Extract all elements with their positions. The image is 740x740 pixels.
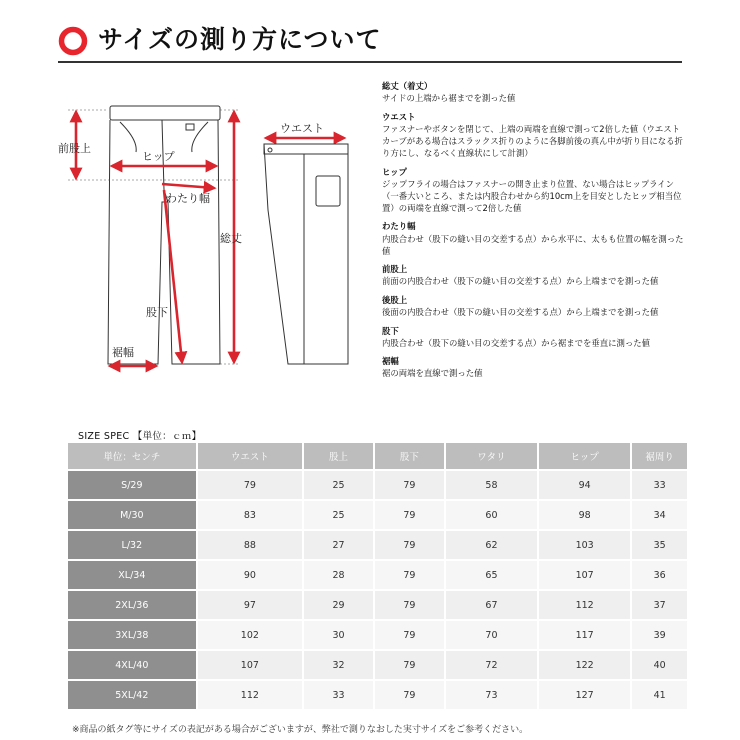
table-cell: 72 bbox=[446, 651, 537, 679]
definition-term: ヒップ bbox=[382, 166, 407, 177]
table-cell: 60 bbox=[446, 501, 537, 529]
table-cell: 41 bbox=[632, 681, 687, 709]
definition-term: 裾幅 bbox=[382, 356, 399, 367]
definition-item bbox=[382, 325, 687, 349]
table-cell: 33 bbox=[304, 681, 373, 709]
table-cell: 83 bbox=[198, 501, 302, 529]
definition-item bbox=[382, 166, 687, 214]
table-row bbox=[68, 501, 687, 529]
column-header-thigh: ワタリ bbox=[446, 443, 537, 469]
table-cell: 88 bbox=[198, 531, 302, 559]
column-header-hip: ヒップ bbox=[539, 443, 630, 469]
measurement-definitions bbox=[382, 80, 687, 386]
size-cell: S/29 bbox=[68, 471, 196, 499]
table-cell: 36 bbox=[632, 561, 687, 589]
pants-illustration bbox=[58, 80, 378, 390]
table-cell: 79 bbox=[375, 681, 444, 709]
definition-desc: 後面の内股合わせ（股下の縫い目の交差する点）から上端までを測った値 bbox=[382, 307, 659, 317]
table-cell: 30 bbox=[304, 621, 373, 649]
table-cell: 28 bbox=[304, 561, 373, 589]
table-cell: 65 bbox=[446, 561, 537, 589]
table-cell: 35 bbox=[632, 531, 687, 559]
table-cell: 67 bbox=[446, 591, 537, 619]
definition-item bbox=[382, 355, 687, 379]
front-rise-label: 前股上 bbox=[58, 142, 91, 155]
definition-item bbox=[382, 111, 687, 159]
side-pants-drawing bbox=[264, 144, 348, 364]
table-cell: 27 bbox=[304, 531, 373, 559]
table-cell: 127 bbox=[539, 681, 630, 709]
table-cell: 122 bbox=[539, 651, 630, 679]
definition-term: 後股上 bbox=[382, 294, 408, 305]
table-cell: 103 bbox=[539, 531, 630, 559]
table-cell: 117 bbox=[539, 621, 630, 649]
table-cell: 29 bbox=[304, 591, 373, 619]
definition-item bbox=[382, 263, 687, 287]
table-cell: 40 bbox=[632, 651, 687, 679]
thigh-label: わたり幅 bbox=[166, 192, 210, 205]
size-spec-table bbox=[66, 441, 689, 711]
size-cell: M/30 bbox=[68, 501, 196, 529]
table-row bbox=[68, 591, 687, 619]
size-cell: 4XL/40 bbox=[68, 651, 196, 679]
column-header-waist: ウエスト bbox=[198, 443, 302, 469]
total-length-label: 総丈 bbox=[220, 232, 242, 245]
front-pants-drawing bbox=[108, 106, 220, 364]
definition-desc: 内股合わせ（股下の縫い目の交差する点）から裾までを垂直に測った値 bbox=[382, 337, 650, 348]
inseam-arrow bbox=[164, 190, 182, 362]
page-header bbox=[58, 22, 698, 62]
table-row bbox=[68, 681, 687, 709]
table-row bbox=[68, 531, 687, 559]
table-cell: 98 bbox=[539, 501, 630, 529]
size-cell: 5XL/42 bbox=[68, 681, 196, 709]
definition-desc: ジップフライの場合はファスナーの開き止まり位置、ない場合はヒップライン（一番大いところ、または内股合わせから約10cm上を目安としたヒップ相当位置）の両端を直線で測って2倍した値 bbox=[382, 178, 682, 213]
table-cell: 112 bbox=[539, 591, 630, 619]
table-row bbox=[68, 621, 687, 649]
hip-label: ヒップ bbox=[142, 150, 175, 163]
table-cell: 79 bbox=[375, 471, 444, 499]
page-title: サイズの測り方について bbox=[98, 25, 382, 54]
definition-desc: 前面の内股合わせ（股下の縫い目の交差する点）から上端までを測った値 bbox=[382, 276, 659, 287]
table-cell: 79 bbox=[375, 561, 444, 589]
waist-label: ウエスト bbox=[280, 122, 324, 135]
size-cell: XL/34 bbox=[68, 561, 196, 589]
header-divider bbox=[58, 61, 682, 63]
red-circle-icon bbox=[58, 26, 88, 56]
size-cell: 2XL/36 bbox=[68, 591, 196, 619]
table-cell: 39 bbox=[632, 621, 687, 649]
thigh-arrow bbox=[162, 184, 214, 188]
table-cell: 25 bbox=[304, 471, 373, 499]
definition-term: 股下 bbox=[382, 325, 399, 336]
table-cell: 107 bbox=[198, 651, 302, 679]
inseam-label: 股下 bbox=[146, 306, 168, 319]
table-cell: 37 bbox=[632, 591, 687, 619]
table-cell: 97 bbox=[198, 591, 302, 619]
table-cell: 62 bbox=[446, 531, 537, 559]
table-cell: 79 bbox=[375, 531, 444, 559]
definition-item bbox=[382, 294, 687, 318]
table-cell: 34 bbox=[632, 501, 687, 529]
table-cell: 107 bbox=[539, 561, 630, 589]
table-cell: 79 bbox=[375, 651, 444, 679]
table-cell: 25 bbox=[304, 501, 373, 529]
table-cell: 112 bbox=[198, 681, 302, 709]
hem-label: 裾幅 bbox=[112, 346, 134, 359]
definition-desc: ファスナーやボタンを閉じて、上端の両端を直線で測って2倍した値（ウエストカーブがある場合はスラックス折りのように各脚前後の真ん中が折り目になる折り方にし、なるべく直線状にして計測） bbox=[382, 123, 683, 158]
definition-term: わたり幅 bbox=[382, 221, 416, 232]
table-row bbox=[68, 471, 687, 499]
size-spec-caption: SIZE SPEC 【単位：ｃｍ】 bbox=[78, 431, 202, 442]
column-header-unit: 単位：センチ bbox=[68, 443, 196, 469]
definition-desc: 裾の両端を直線で測った値 bbox=[382, 368, 483, 379]
table-cell: 32 bbox=[304, 651, 373, 679]
definition-term: ウエスト bbox=[382, 111, 416, 122]
table-cell: 79 bbox=[375, 621, 444, 649]
table-cell: 58 bbox=[446, 471, 537, 499]
definition-item bbox=[382, 80, 687, 104]
table-cell: 90 bbox=[198, 561, 302, 589]
table-header-row bbox=[68, 443, 687, 469]
table-cell: 79 bbox=[198, 471, 302, 499]
column-header-rise: 股上 bbox=[304, 443, 373, 469]
column-header-hem: 裾周り bbox=[632, 443, 687, 469]
table-cell: 79 bbox=[375, 591, 444, 619]
table-cell: 102 bbox=[198, 621, 302, 649]
table-cell: 33 bbox=[632, 471, 687, 499]
footnote: ※商品の紙タグ等にサイズの表記がある場合がございますが、弊社で測りなおした実寸サイズをご参考ください。 bbox=[72, 725, 529, 735]
table-cell: 70 bbox=[446, 621, 537, 649]
table-cell: 73 bbox=[446, 681, 537, 709]
definition-item bbox=[382, 220, 687, 256]
table-cell: 79 bbox=[375, 501, 444, 529]
table-row bbox=[68, 651, 687, 679]
size-cell: L/32 bbox=[68, 531, 196, 559]
table-row bbox=[68, 561, 687, 589]
table-cell: 94 bbox=[539, 471, 630, 499]
size-cell: 3XL/38 bbox=[68, 621, 196, 649]
definition-desc: 内股合わせ（股下の縫い目の交差する点）から水平に、太もも位置の幅を測った値 bbox=[382, 233, 684, 256]
measurement-diagram bbox=[58, 80, 378, 390]
column-header-inseam: 股下 bbox=[375, 443, 444, 469]
definition-term: 前股上 bbox=[382, 264, 408, 275]
definition-desc: サイドの上端から裾までを測った値 bbox=[382, 93, 516, 104]
definition-term: 総丈（着丈） bbox=[382, 81, 433, 91]
